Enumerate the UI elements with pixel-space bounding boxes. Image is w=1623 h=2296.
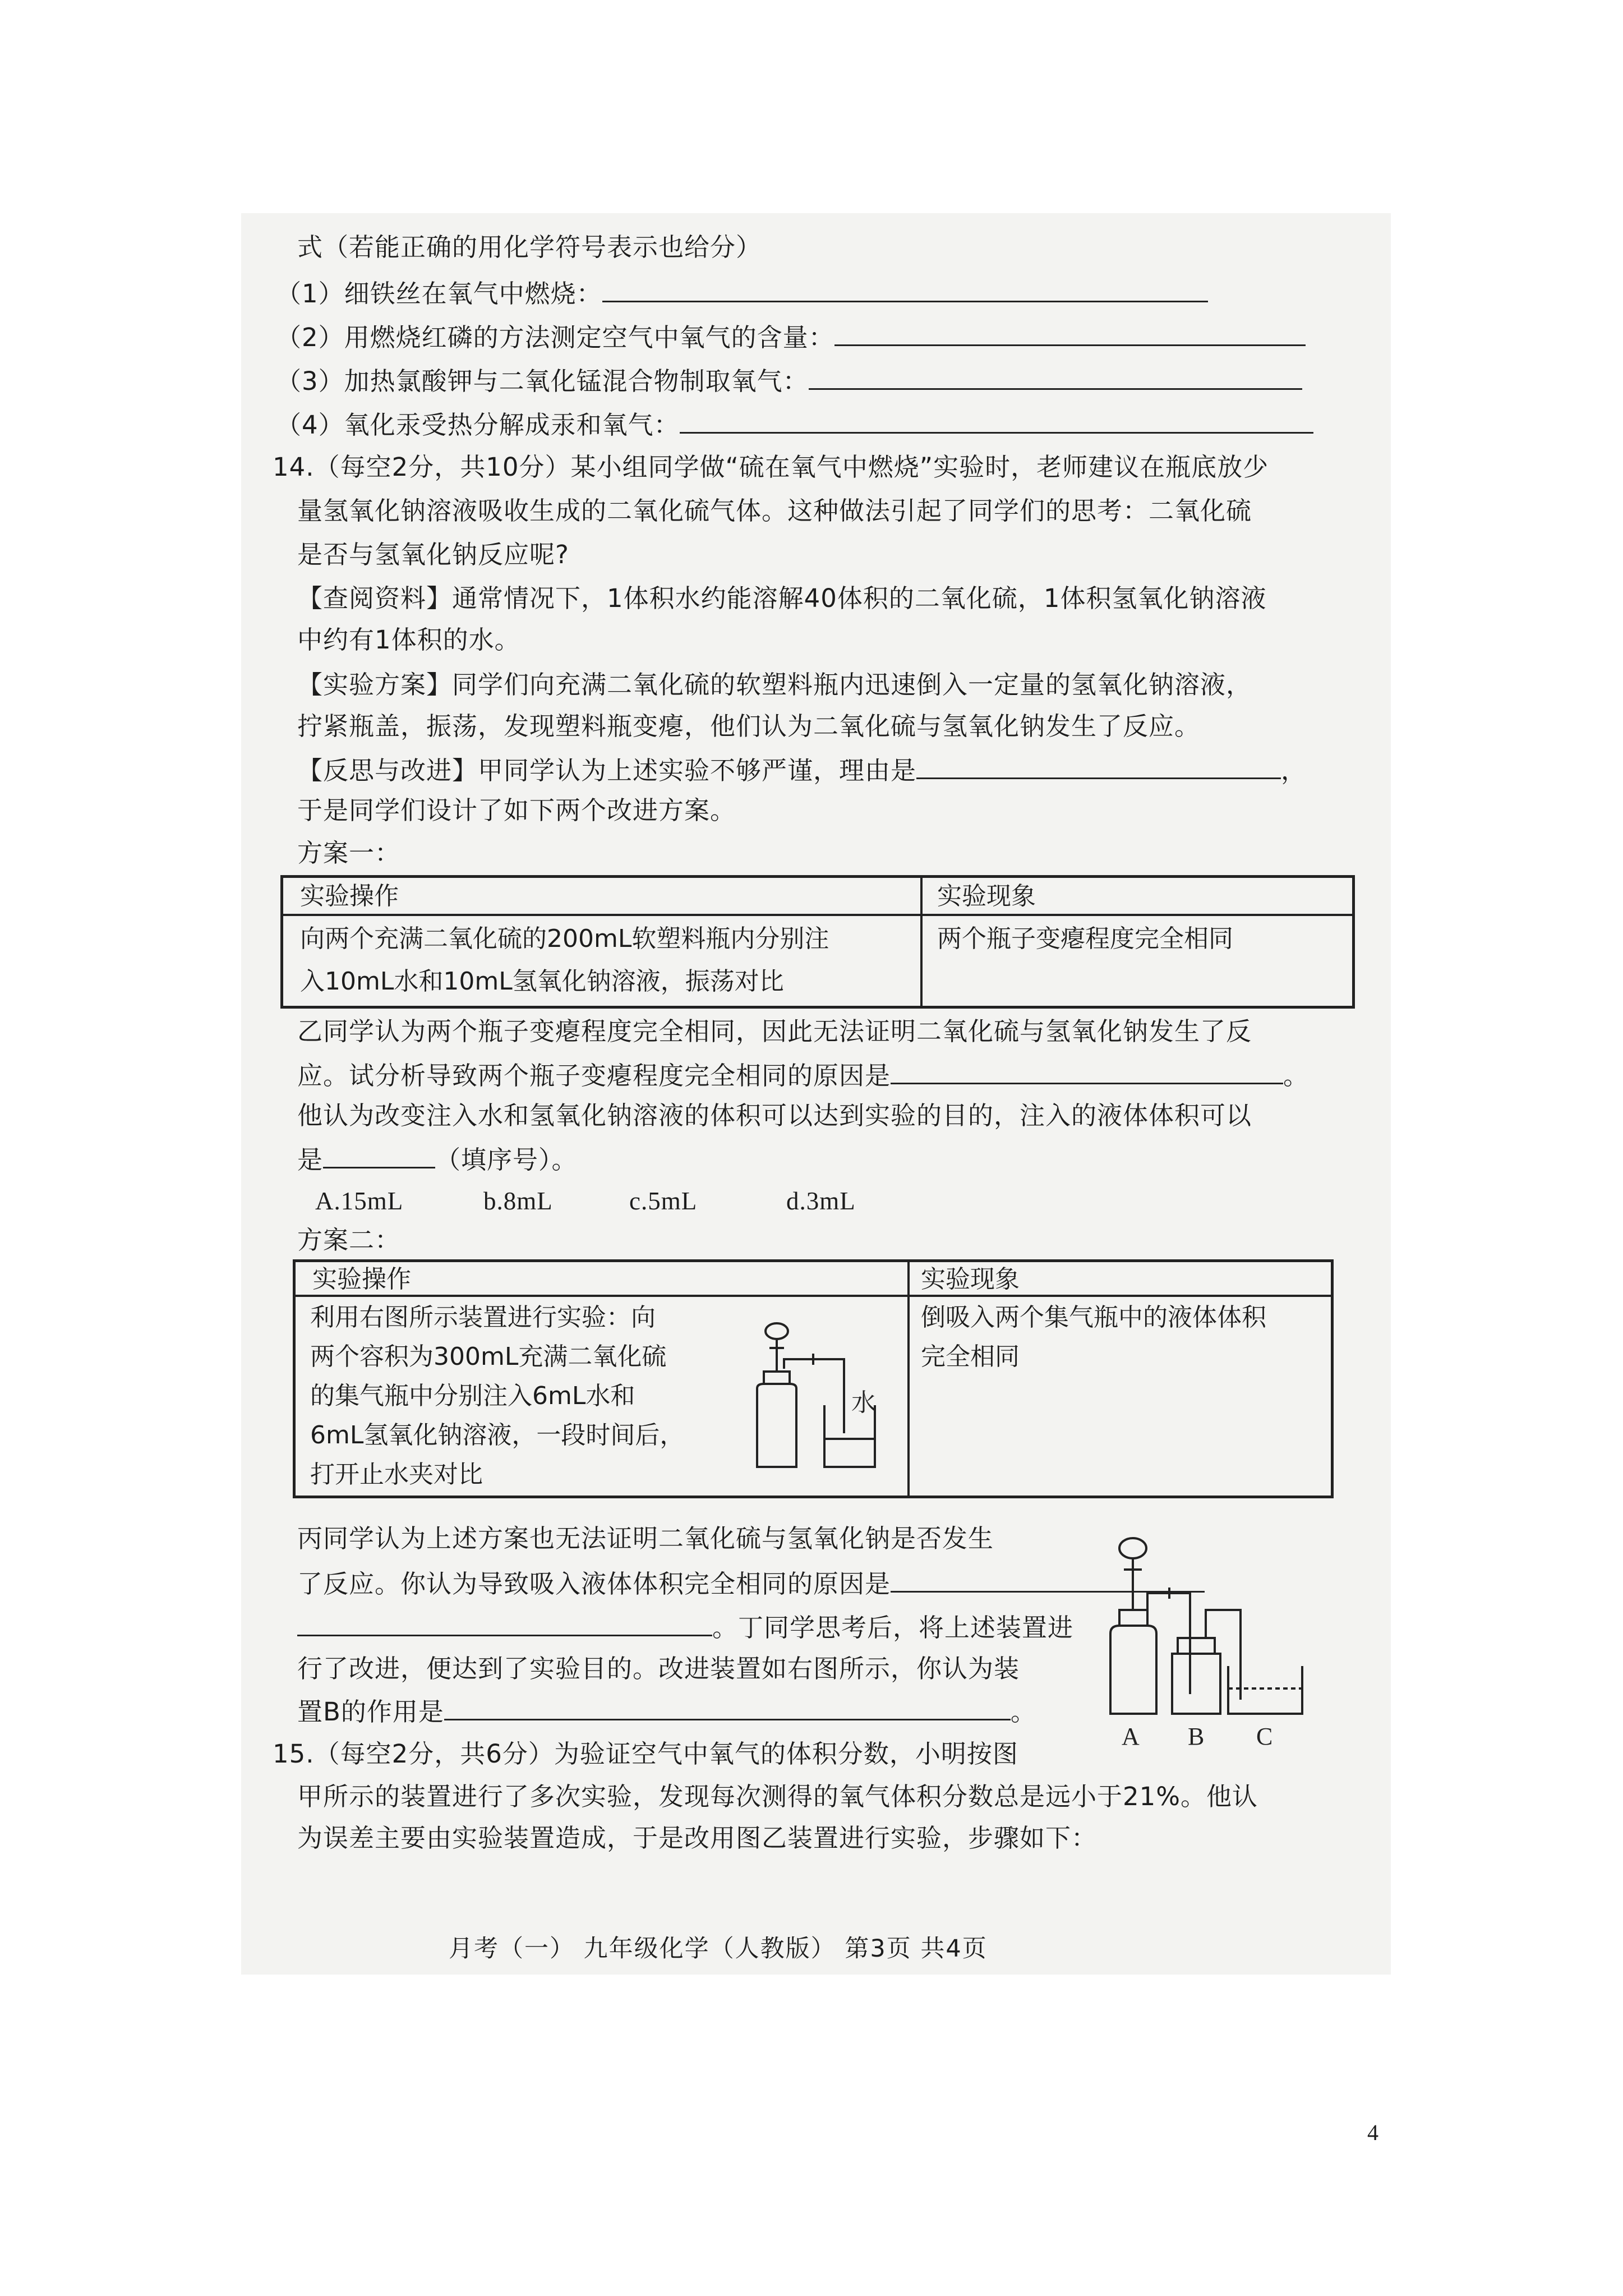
q15-stem-3: 为误差主要由实验装置造成，于是改用图乙装置进行实验，步骤如下： bbox=[297, 1823, 1098, 1853]
q14-analysis-1: 乙同学认为两个瓶子变瘪程度完全相同，因此无法证明二氧化硫与氢氧化钠发生了反 bbox=[297, 1016, 1252, 1046]
q14-cont-3: 。丁同学思考后，将上述装置进 bbox=[297, 1609, 1073, 1645]
q13-item-3: （3）加热氯酸钾与二氧化锰混合物制取氧气： bbox=[276, 362, 1302, 399]
table-header-cell bbox=[294, 1261, 909, 1296]
figure-label-b: B bbox=[1188, 1723, 1205, 1750]
q14-analysis-2: 应。试分析导致两个瓶子变瘪程度完全相同的原因是 。 bbox=[297, 1057, 1309, 1093]
answer-blank[interactable] bbox=[834, 319, 1306, 346]
q13-item-2: （2）用燃烧红磷的方法测定空气中氧气的含量： bbox=[276, 319, 1306, 355]
cell-text: 的集气瓶中分别注入6mL水和 bbox=[310, 1382, 635, 1410]
figure-label-water: 水 bbox=[851, 1389, 876, 1416]
plan-two-title: 方案二： bbox=[297, 1225, 401, 1255]
figure-label-c: C bbox=[1256, 1723, 1273, 1750]
table-header-cell bbox=[909, 1261, 1332, 1296]
answer-blank[interactable] bbox=[297, 1609, 712, 1636]
cell-text: 6mL氢氧化钠溶液，一段时间后， bbox=[310, 1421, 685, 1450]
page-number: 4 bbox=[1367, 2120, 1378, 2145]
answer-blank[interactable] bbox=[444, 1693, 1011, 1720]
table-cell bbox=[282, 915, 921, 1007]
q14-reflection: 【反思与改进】甲同学认为上述实验不够严谨，理由是 ， bbox=[297, 752, 1307, 788]
apparatus-figure-1 bbox=[740, 1315, 897, 1484]
header-phenomenon: 实验现象 bbox=[921, 1265, 1020, 1294]
option-b[interactable]: b.8mL bbox=[483, 1187, 553, 1215]
answer-blank[interactable] bbox=[602, 275, 1208, 302]
q14-cont-5: 置B的作用是 。 bbox=[297, 1693, 1036, 1729]
answer-blank[interactable] bbox=[916, 752, 1281, 779]
cell-text: 倒吸入两个集气瓶中的液体体积 bbox=[921, 1303, 1266, 1332]
answer-blank[interactable] bbox=[809, 362, 1302, 390]
header-operation: 实验操作 bbox=[312, 1265, 411, 1294]
cell-text: 完全相同 bbox=[921, 1342, 1020, 1371]
q14-reference-1: 【查阅资料】通常情况下，1体积水约能溶解40体积的二氧化硫，1体积氢氧化钠溶液 bbox=[297, 583, 1267, 613]
option-d[interactable]: d.3mL bbox=[786, 1187, 856, 1215]
q14-stem-2: 量氢氧化钠溶液吸收生成的二氧化硫气体。这种做法引起了同学们的思考：二氧化硫 bbox=[297, 496, 1252, 526]
answer-blank[interactable] bbox=[680, 406, 1313, 434]
figure-label-a: A bbox=[1122, 1723, 1140, 1750]
answer-blank[interactable] bbox=[891, 1057, 1283, 1084]
q13-item-1: （1）细铁丝在氧气中燃烧： bbox=[276, 275, 1208, 311]
cell-text: 入10mL水和10mL氢氧化钠溶液，振荡对比 bbox=[300, 967, 784, 996]
option-a[interactable]: A.15mL bbox=[315, 1187, 404, 1215]
table-header-cell bbox=[921, 877, 1353, 915]
q15-stem-2: 甲所示的装置进行了多次实验，发现每次测得的氧气体积分数总是远小于21%。他认 bbox=[297, 1782, 1258, 1811]
cell-text: 向两个充满二氧化硫的200mL软塑料瓶内分别注 bbox=[300, 924, 829, 953]
q14-cont-4: 行了改进，便达到了实验目的。改进装置如右图所示，你认为装 bbox=[297, 1654, 1020, 1683]
plan-one-title: 方案一： bbox=[297, 838, 401, 868]
cell-text: 利用右图所示装置进行实验：向 bbox=[310, 1303, 656, 1332]
q14-stem-3: 是否与氢氧化钠反应呢? bbox=[297, 540, 569, 569]
q14-analysis-3: 他认为改变注入水和氢氧化钠溶液的体积可以达到实验的目的，注入的液体体积可以 bbox=[297, 1101, 1252, 1130]
header-operation: 实验操作 bbox=[300, 882, 399, 910]
q14-cont-2: 了反应。你认为导致吸入液体体积完全相同的原因是 bbox=[297, 1565, 1205, 1602]
cell-text: 打开止水夹对比 bbox=[310, 1460, 483, 1489]
q14-improve: 于是同学们设计了如下两个改进方案。 bbox=[297, 795, 736, 825]
apparatus-figure-2 bbox=[1094, 1526, 1329, 1750]
answer-blank[interactable] bbox=[323, 1141, 435, 1168]
q14-plan-2: 拧紧瓶盖，振荡，发现塑料瓶变瘪，他们认为二氧化硫与氢氧化钠发生了反应。 bbox=[297, 711, 1201, 741]
plan-one-table bbox=[280, 875, 1355, 1009]
table-header-cell bbox=[282, 877, 921, 915]
option-c[interactable]: c.5mL bbox=[629, 1187, 698, 1215]
cell-text: 两个瓶子变瘪程度完全相同 bbox=[937, 924, 1233, 953]
q14-stem-1: 14.（每空2分，共10分）某小组同学做“硫在氧气中燃烧”实验时，老师建议在瓶底放少 bbox=[273, 452, 1269, 482]
q14-plan-1: 【实验方案】同学们向充满二氧化硫的软塑料瓶内迅速倒入一定量的氢氧化钠溶液， bbox=[297, 670, 1252, 700]
q14-analysis-4: 是 （填序号）。 bbox=[297, 1141, 578, 1177]
header-phenomenon: 实验现象 bbox=[937, 882, 1036, 910]
table-cell bbox=[921, 915, 1353, 1007]
cell-text: 两个容积为300mL充满二氧化硫 bbox=[310, 1342, 667, 1371]
q13-instruction: 式（若能正确的用化学符号表示也给分） bbox=[297, 232, 762, 262]
table-cell bbox=[909, 1296, 1332, 1497]
q15-stem-1: 15.（每空2分，共6分）为验证空气中氧气的体积分数，小明按图 bbox=[273, 1739, 1018, 1769]
q14-cont-1: 丙同学认为上述方案也无法证明二氧化硫与氢氧化钠是否发生 bbox=[297, 1524, 994, 1553]
page-footer: 月考（一） 九年级化学（人教版） 第3页 共4页 bbox=[449, 1935, 988, 1963]
q13-item-4: （4）氧化汞受热分解成汞和氧气： bbox=[276, 406, 1313, 443]
q14-reference-2: 中约有1体积的水。 bbox=[297, 625, 520, 655]
